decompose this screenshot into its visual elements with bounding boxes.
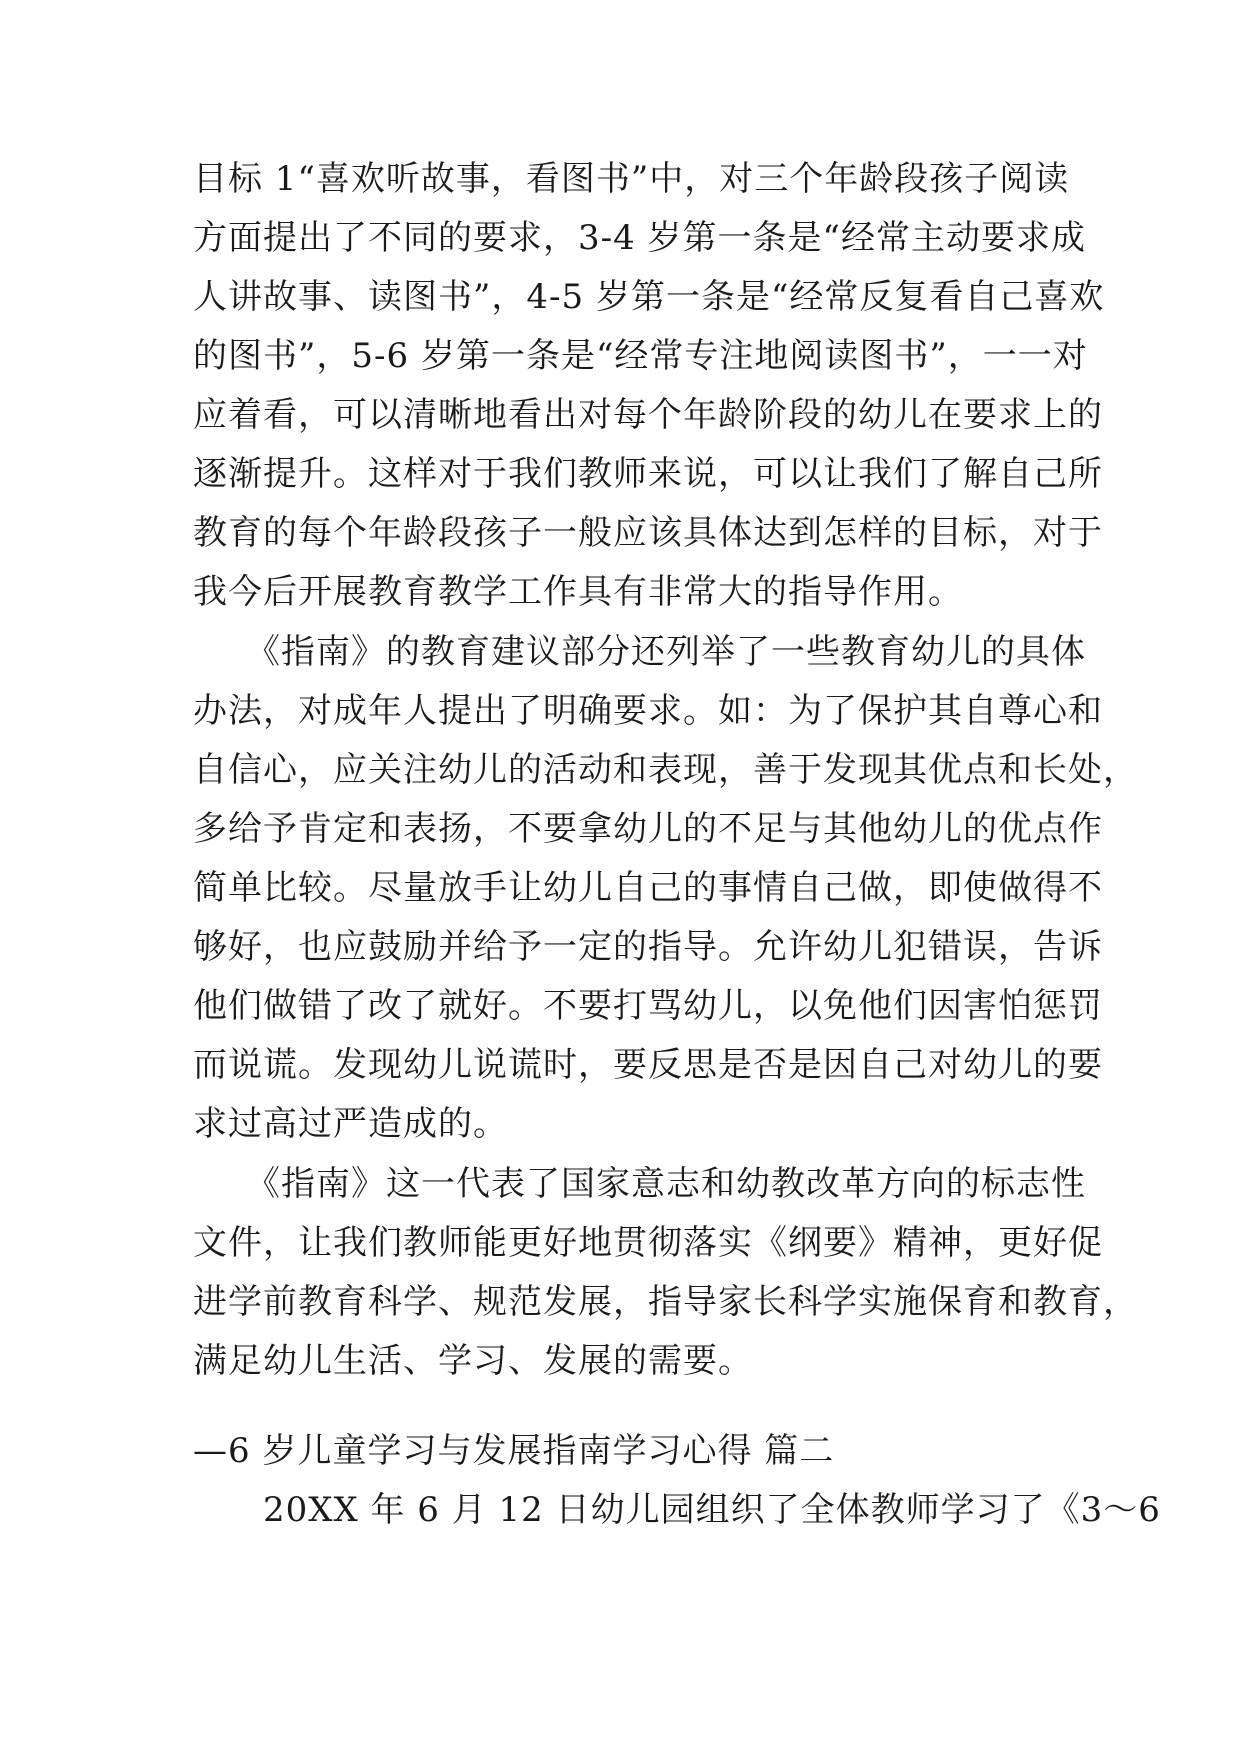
text-line: 自信心，应关注幼儿的活动和表现，善于发现其优点和长处， [193,750,1138,790]
section-heading: —6 岁儿童学习与发展指南学习心得 篇二 [193,1431,835,1471]
text-line: 逐渐提升。这样对于我们教师来说，可以让我们了解自己所 [193,454,1103,494]
text-line: 我今后开展教育教学工作具有非常大的指导作用。 [193,572,963,612]
text-line: 而说谎。发现幼儿说谎时，要反思是否是因自己对幼儿的要 [193,1045,1103,1085]
text-line: 多给予肯定和表扬，不要拿幼儿的不足与其他幼儿的优点作 [193,809,1103,849]
text-line: 文件，让我们教师能更好地贯彻落实《纲要》精神，更好促 [193,1223,1103,1263]
text-line: 求过高过严造成的。 [193,1104,508,1144]
text-line: 人讲故事、读图书”，4-5 岁第一条是“经常反复看自己喜欢 [193,277,1105,317]
text-line: 《指南》的教育建议部分还列举了一些教育幼儿的具体 [193,632,1086,672]
closing-line: 20XX 年 6 月 12 日幼儿园组织了全体教师学习了《3～6 [193,1490,1161,1530]
text-line: 《指南》这一代表了国家意志和幼教改革方向的标志性 [193,1164,1086,1204]
paragraph-education-advice [193,623,1138,1154]
text-line: 他们做错了改了就好。不要打骂幼儿，以免他们因害怕惩罚 [193,986,1103,1026]
text-line: 进学前教育科学、规范发展，指导家长科学实施保育和教育， [193,1282,1138,1322]
text-line: 简单比较。尽量放手让幼儿自己的事情自己做，即使做得不 [193,868,1103,908]
text-line: 满足幼儿生活、学习、发展的需要。 [193,1341,753,1381]
text-line: 应着看，可以清晰地看出对每个年龄阶段的幼儿在要求上的 [193,395,1103,435]
text-line: 教育的每个年龄段孩子一般应该具体达到怎样的目标，对于 [193,513,1103,553]
paragraph-conclusion [193,1155,1138,1391]
text-line: 目标 1“喜欢听故事，看图书”中，对三个年龄段孩子阅读 [193,159,1070,199]
text-line: 的图书”，5-6 岁第一条是“经常专注地阅读图书”，一一对 [193,336,1088,376]
text-line: 方面提出了不同的要求，3-4 岁第一条是“经常主动要求成 [193,218,1086,258]
paragraph-reading-goals [193,150,1105,622]
text-line: 够好，也应鼓励并给予一定的指导。允许幼儿犯错误，告诉 [193,927,1103,967]
text-line: 办法，对成年人提出了明确要求。如：为了保护其自尊心和 [193,691,1103,731]
